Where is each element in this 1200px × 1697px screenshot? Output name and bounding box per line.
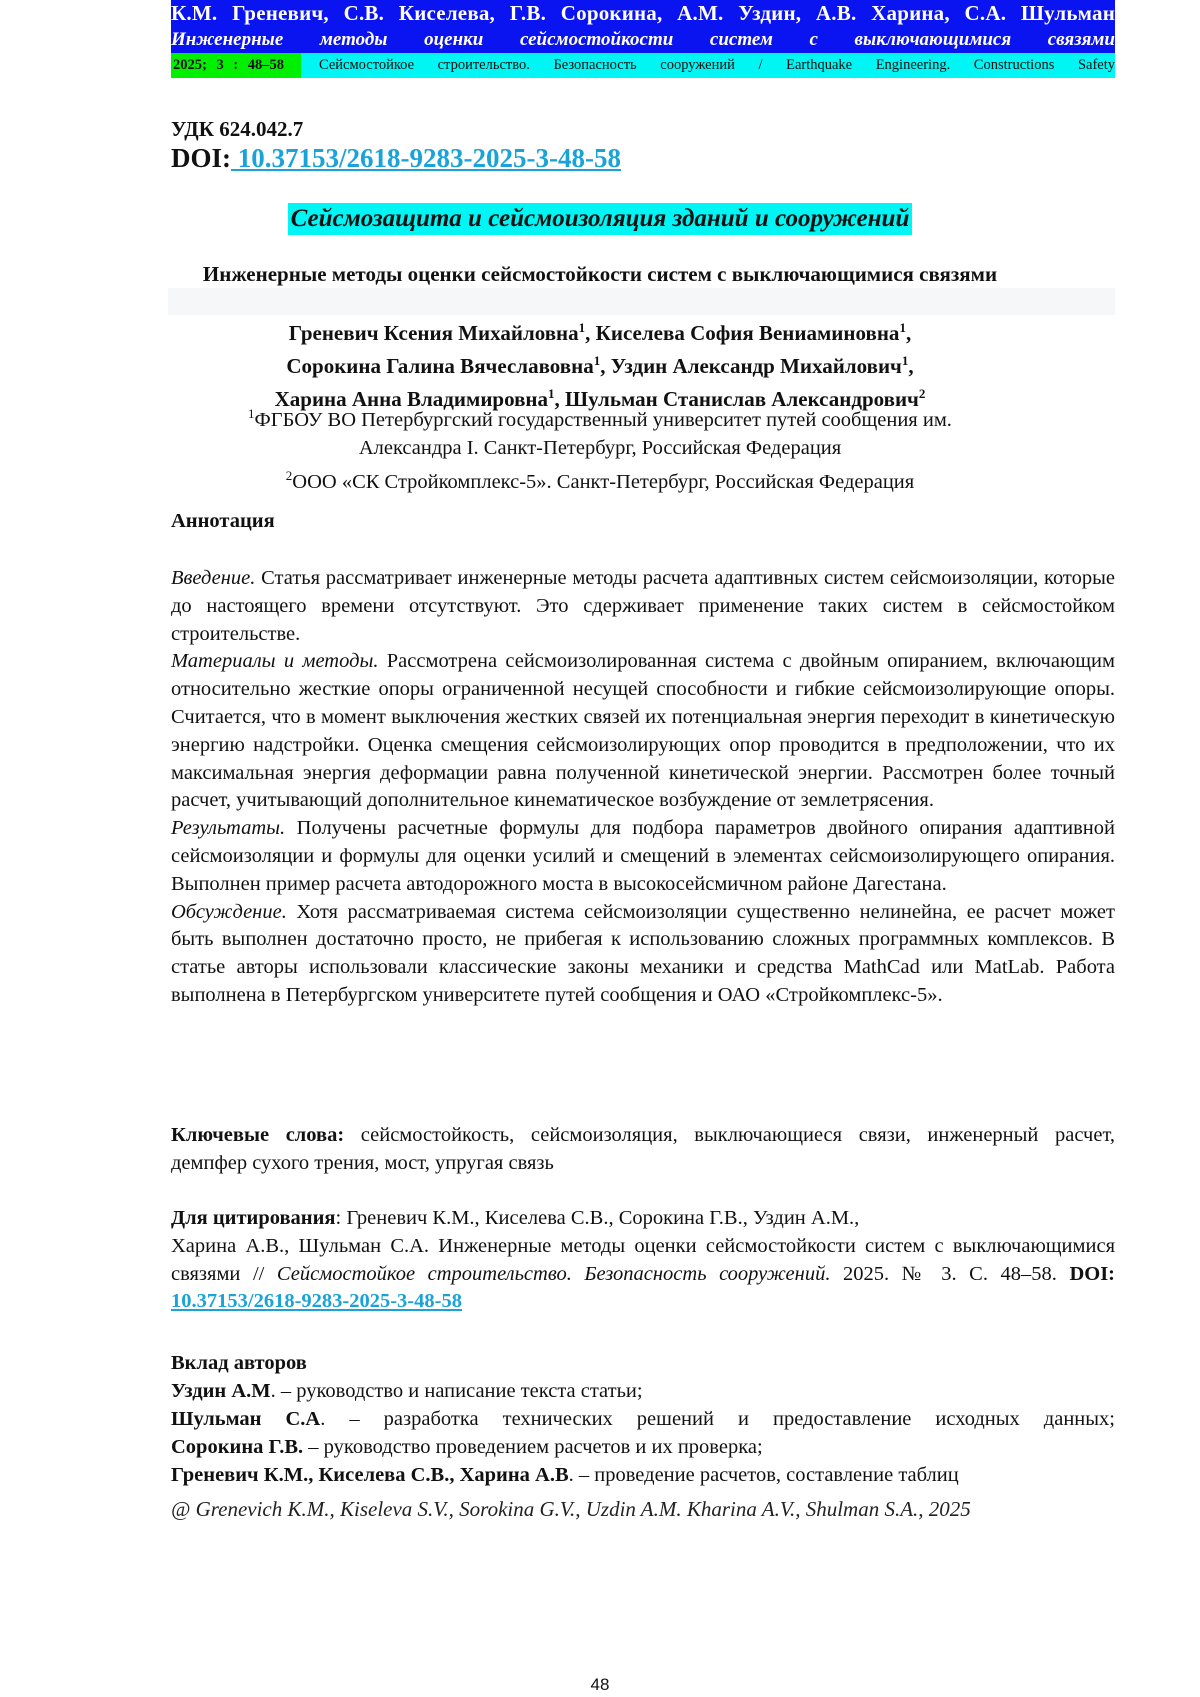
contributions-heading: Вклад авторов: [171, 1352, 307, 1374]
results-text: Получены расчетные формулы для подбора параметров двойного опирания адаптивной сейсмоизоляции и формулы для оценки усилий и смещений в элементах сейсмоизолирующего опирания. Выполнен пример расчета автодорожного моста в высокосейсмичном районе Дагестана.: [171, 817, 1115, 895]
copyright-notice: @ Grenevich K.M., Kiseleva S.V., Sorokina G.V., Uzdin A.M. Kharina A.V., Shulman S.A., 2025: [171, 1497, 971, 1521]
citation-body: [171, 1233, 1115, 1316]
citation-journal: Сейсмостойкое строительство. Безопасность сооружений.: [276, 1262, 831, 1285]
intro-label: Введение.: [171, 567, 256, 589]
discussion-text: Хотя рассматриваемая система сейсмоизоляции существенно нелинейна, ее расчет может быть выполнен достаточно просто, не прибегая к использованию сложных программных комплексов. В статье авторы использовали классические законы механики и средства MathCad или MatLab. Работа выполнена в Петербургском университете путей сообщения и ОАО «Стройкомплекс-5».: [171, 900, 1115, 1006]
article-title: Инженерные методы оценки сейсмостойкости систем с выключающимися связями: [202, 262, 998, 286]
author-name: , Шульман Станислав Александрович: [554, 387, 919, 411]
author-name: Греневич Ксения Михайловна: [288, 321, 579, 345]
contributor-name: Греневич К.М., Киселева С.В., Харина А.В: [171, 1464, 569, 1486]
citation-doi-link[interactable]: 10.37153/2618-9283-2025-3-48-58: [171, 1290, 462, 1313]
affiliations: [0, 400, 1200, 496]
contribution-text: . – проведение расчетов, составление таблиц: [568, 1464, 959, 1486]
contribution-item: [171, 1461, 1115, 1489]
abstract-body: [171, 565, 1115, 1010]
running-header: [171, 0, 1115, 78]
affiliation-number: 1: [248, 406, 255, 421]
methods-label: Материалы и методы.: [171, 650, 379, 673]
citation-text: Харина А.В., Шульман С.А. Инженерные методы оценки сейсмостойкости систем с выключающимися связями //: [171, 1234, 1115, 1285]
separator: ,: [908, 354, 914, 378]
abstract-intro: [171, 565, 1115, 648]
contributor-name: Шульман С.А: [171, 1408, 321, 1430]
running-header-journal-bar: [171, 53, 1115, 78]
affiliation-marker: 1: [578, 320, 586, 335]
citation-authors: : Греневич К.М., Киселева С.В., Сорокина Г.В., Уздин А.М.,: [335, 1207, 860, 1229]
abstract-discussion: [171, 899, 1115, 1010]
author-name: , Киселева София Вениаминовна: [585, 321, 900, 345]
citation-block: [171, 1205, 1115, 1316]
citation-tail: 2025. № 3. С. 48–58.: [830, 1262, 1070, 1285]
affiliation-marker: 2: [918, 386, 926, 401]
contributor-name: Уздин А.М: [171, 1380, 271, 1402]
author-contributions: [171, 1349, 1115, 1489]
discussion-label: Обсуждение.: [171, 900, 287, 923]
affiliation-marker: 1: [901, 353, 909, 368]
abstract-methods: [171, 648, 1115, 815]
abstract-results: [171, 815, 1115, 898]
contribution-text: . – руководство и написание текста статьи;: [270, 1380, 643, 1402]
issue-label: 2025; 3 : 48–58: [171, 53, 301, 78]
citation-label: Для цитирования: [171, 1207, 336, 1229]
results-label: Результаты.: [171, 817, 286, 840]
author-name: Сорокина Галина Вячеславовна: [286, 354, 594, 378]
section-rubric: Сейсмозащита и сейсмоизоляция зданий и сооружений: [288, 203, 913, 235]
contribution-item: [171, 1405, 1115, 1433]
title-background-strip: [168, 288, 1115, 315]
author-name: , Уздин Александр Михайлович: [600, 354, 902, 378]
methods-text: Рассмотрена сейсмоизолированная система с двойным опиранием, включающим относительно жесткие опоры ограниченной несущей способности и гибкие сейсмоизолирующие опоры. Считается, что в момент выключения жестких связей их потенциальная энергия переходит в кинетическую энергию надстройки. Оценка смещения сейсмоизолирующих опор проводится в предположении, что их максимальная энергия деформации равна полученной кинетической энергии. Рассмотрен более точный расчет, учитывающий дополнительное кинематическое возбуждение от землетрясения.: [171, 650, 1115, 812]
contribution-item: [171, 1433, 1115, 1461]
affiliation-1-cont: Александра I. Санкт-Петербург, Российская Федерация: [358, 436, 842, 459]
affiliation-number: 2: [285, 467, 293, 483]
running-header-title: Инженерные методы оценки сейсмостойкости систем с выключающимися связями: [171, 27, 1115, 53]
affiliation-marker: 1: [593, 353, 601, 368]
separator: ,: [905, 321, 912, 345]
intro-text: Статья рассматривает инженерные методы расчета адаптивных систем сейсмоизоляции, которые до настоящего времени отсутствуют. Это сдерживает применение таких систем в сейсмостойком строительстве.: [171, 567, 1115, 645]
contributor-name: Сорокина Г.В.: [171, 1436, 304, 1458]
running-header-authors: К.М. Греневич, С.В. Киселева, Г.В. Сорокина, А.М. Уздин, А.В. Харина, С.А. Шульман: [171, 1, 1115, 25]
doi-link[interactable]: 10.37153/2618-9283-2025-3-48-58: [231, 143, 621, 173]
affiliation-2: ООО «СК Стройкомплекс-5». Санкт-Петербург, Российская Федерация: [292, 470, 915, 493]
rubric-wrap: [0, 203, 1200, 235]
affiliation-1: ФГБОУ ВО Петербургский государственный университет путей сообщения им.: [254, 408, 952, 431]
abstract-heading: Аннотация: [171, 510, 275, 532]
doi-label: DOI:: [171, 143, 231, 173]
author-name: Харина Анна Владимировна: [274, 387, 549, 411]
journal-name: Сейсмостойкое строительство. Безопасность сооружений / Earthquake Engineering. Constructions Safety: [301, 53, 1115, 78]
citation-doi-label: DOI:: [1069, 1262, 1115, 1285]
author-list: [0, 314, 1200, 413]
citation-line-1: [171, 1205, 1115, 1233]
page-number: 48: [590, 1675, 610, 1694]
affiliation-marker: 1: [548, 386, 555, 401]
doi-line: [171, 143, 621, 174]
contribution-text: . – разработка технических решений и предоставление исходных данных;: [320, 1408, 1115, 1430]
affiliation-marker: 1: [899, 320, 906, 335]
contribution-item: [171, 1377, 1115, 1405]
keywords-label: Ключевые слова:: [171, 1124, 345, 1146]
contribution-text: – руководство проведением расчетов и их проверка;: [303, 1436, 763, 1458]
udk-code: УДК 624.042.7: [171, 117, 304, 141]
keywords: [171, 1121, 1115, 1177]
keywords-text: сейсмостойкость, сейсмоизоляция, выключающиеся связи, инженерный расчет, демпфер сухого трения, мост, упругая связь: [171, 1124, 1115, 1174]
